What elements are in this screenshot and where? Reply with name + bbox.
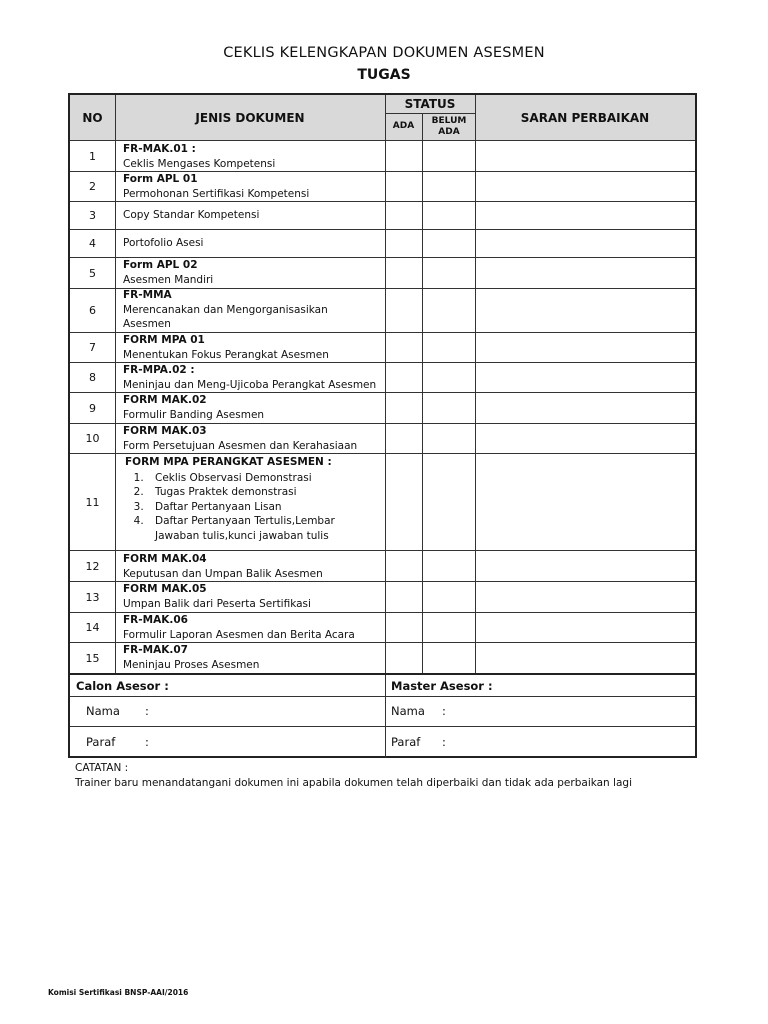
grid-line bbox=[385, 113, 475, 114]
row-number: 8 bbox=[89, 371, 96, 384]
document-description: Meninjau Proses Asesmen bbox=[123, 658, 260, 671]
header-jenis-dokumen: JENIS DOKUMEN bbox=[195, 110, 305, 125]
table-row bbox=[123, 333, 383, 362]
document-description: Umpan Balik dari Peserta Sertifikasi bbox=[123, 597, 311, 610]
row-number: 7 bbox=[89, 341, 96, 354]
calon-asesor-label: Calon Asesor : bbox=[76, 679, 169, 693]
row-number: 4 bbox=[89, 237, 96, 250]
grid-line bbox=[422, 113, 423, 675]
grid-line bbox=[70, 229, 695, 230]
document-description: Copy Standar Kompetensi bbox=[123, 209, 260, 221]
row-number: 1 bbox=[89, 149, 96, 163]
document-code: FORM MAK.02 bbox=[123, 394, 207, 406]
document-description: Permohonan Sertifikasi Kompetensi bbox=[123, 187, 310, 200]
document-code: FORM MAK.05 bbox=[123, 583, 207, 595]
notes-label: CATATAN : bbox=[75, 762, 129, 774]
master-nama-colon: : bbox=[442, 704, 446, 718]
table-row bbox=[123, 258, 383, 287]
header-saran-perbaikan: SARAN PERBAIKAN bbox=[520, 110, 650, 125]
calon-paraf-label: Paraf bbox=[86, 735, 116, 749]
header-ada: ADA bbox=[392, 121, 415, 131]
document-title: CEKLIS KELENGKAPAN DOKUMEN ASESMEN bbox=[223, 45, 545, 61]
grid-line bbox=[70, 550, 695, 551]
master-asesor-label: Master Asesor : bbox=[391, 679, 493, 693]
table-row bbox=[123, 393, 383, 422]
document-code: FR-MMA bbox=[123, 289, 172, 301]
list-item: 4. Daftar Pertanyaan Tertulis,Lembar Jawaban tulis,kunci jawaban tulis bbox=[147, 514, 335, 543]
table-row bbox=[123, 288, 383, 332]
header-status: STATUS bbox=[404, 97, 456, 111]
document-code: FR-MAK.07 bbox=[123, 644, 188, 656]
document-description: Portofolio Asesi bbox=[123, 237, 204, 249]
grid-line bbox=[70, 201, 695, 202]
grid-line bbox=[475, 95, 476, 675]
document-code: FR-MPA.02 : bbox=[123, 364, 195, 376]
calon-nama-colon: : bbox=[145, 704, 149, 718]
row-number: 5 bbox=[89, 266, 96, 280]
list-item: 3. Daftar Pertanyaan Lisan bbox=[147, 500, 335, 515]
row-number: 10 bbox=[85, 432, 100, 445]
table-row bbox=[123, 643, 383, 672]
grid-line bbox=[70, 140, 695, 141]
document-description: Formulir Banding Asesmen bbox=[123, 408, 265, 421]
document-code: Form APL 01 bbox=[123, 173, 198, 185]
document-description: Menentukan Fokus Perangkat Asesmen bbox=[123, 348, 329, 361]
row-number: 12 bbox=[85, 559, 100, 573]
row-number: 13 bbox=[85, 590, 100, 604]
table-row bbox=[123, 172, 383, 201]
grid-line bbox=[70, 726, 695, 727]
assessment-tool-list bbox=[125, 471, 335, 544]
document-description: Meninjau dan Meng-Ujicoba Perangkat Asesmen bbox=[123, 378, 377, 391]
calon-nama-label: Nama bbox=[86, 704, 120, 718]
document-code: FR-MAK.06 bbox=[123, 614, 188, 626]
footer-text: Komisi Sertifikasi BNSP-AAI/2016 bbox=[48, 988, 189, 997]
table-row bbox=[123, 552, 383, 581]
document-description: Merencanakan dan Mengorganisasikan Asesmen bbox=[123, 303, 328, 330]
notes-text: Trainer baru menandatangani dokumen ini apabila dokumen telah diperbaiki dan tidak ada perbaikan lagi bbox=[75, 777, 632, 789]
notes bbox=[75, 761, 632, 791]
row-number: 14 bbox=[85, 621, 100, 634]
document-description: Formulir Laporan Asesmen dan Berita Acara bbox=[123, 628, 355, 641]
master-paraf-label: Paraf bbox=[391, 735, 421, 749]
table-row bbox=[123, 613, 383, 642]
grid-line bbox=[115, 95, 116, 675]
document-description: Keputusan dan Umpan Balik Asesmen bbox=[123, 567, 323, 580]
table-row bbox=[123, 236, 383, 251]
row-number: 15 bbox=[85, 651, 100, 665]
table-row bbox=[123, 363, 383, 392]
header-belum-ada: BELUM ADA bbox=[431, 115, 467, 137]
grid-line bbox=[70, 453, 695, 454]
list-item: 2. Tugas Praktek demonstrasi bbox=[147, 485, 335, 500]
table-row bbox=[123, 142, 383, 171]
table-row bbox=[123, 208, 383, 223]
document-code: FORM MPA PERANGKAT ASESMEN : bbox=[125, 456, 332, 468]
table-row bbox=[123, 424, 383, 453]
row-number: 3 bbox=[89, 209, 96, 222]
table-row bbox=[125, 455, 335, 543]
grid-line bbox=[385, 95, 386, 758]
document-code: FORM MPA 01 bbox=[123, 334, 205, 346]
document-description: Ceklis Mengases Kompetensi bbox=[123, 157, 276, 170]
document-description: Form Persetujuan Asesmen dan Kerahasiaan bbox=[123, 439, 358, 452]
grid-line bbox=[70, 696, 695, 697]
document-subtitle: TUGAS bbox=[357, 67, 411, 83]
list-item: 1. Ceklis Observasi Demonstrasi bbox=[147, 471, 335, 486]
document-code: FORM MAK.03 bbox=[123, 425, 207, 437]
grid-line bbox=[70, 673, 695, 675]
document-code: FR-MAK.01 : bbox=[123, 143, 196, 155]
table-row bbox=[123, 582, 383, 611]
row-number: 6 bbox=[89, 304, 96, 317]
row-number: 2 bbox=[89, 180, 96, 193]
master-nama-label: Nama bbox=[391, 704, 425, 718]
document-code: Form APL 02 bbox=[123, 259, 198, 271]
document-description: Asesmen Mandiri bbox=[123, 273, 214, 286]
calon-paraf-colon: : bbox=[145, 735, 149, 749]
master-paraf-colon: : bbox=[442, 735, 446, 749]
row-number: 11 bbox=[85, 495, 100, 509]
document-code: FORM MAK.04 bbox=[123, 553, 207, 565]
header-no: NO bbox=[82, 110, 103, 125]
row-number: 9 bbox=[89, 401, 96, 415]
